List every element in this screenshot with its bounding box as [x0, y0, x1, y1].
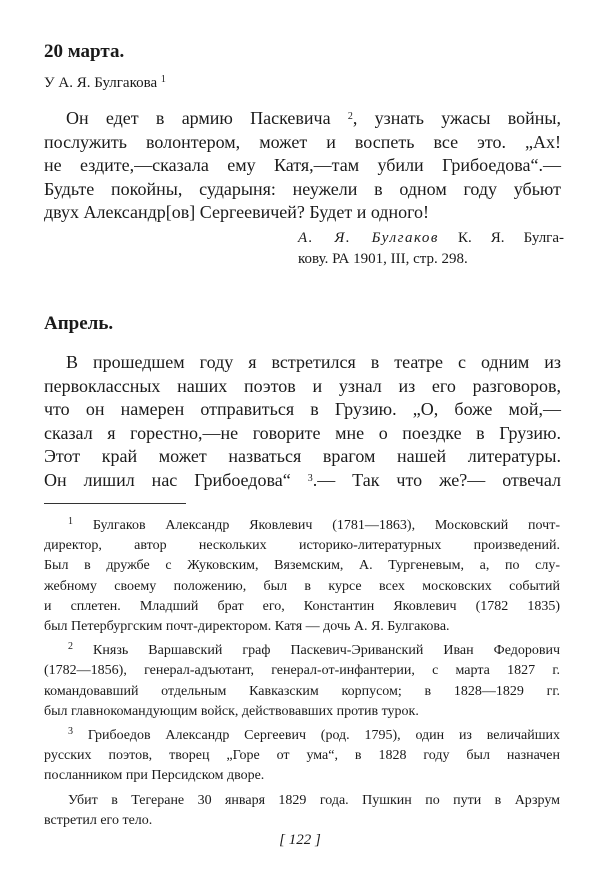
- paragraph-line: первоклассных наших поэтов и узнал из его разговоров,: [44, 375, 561, 396]
- section-heading-april: Апрель.: [44, 313, 114, 334]
- footnote-line: был Петербургским почт-директором. Катя — дочь А. Я. Булгакова.: [44, 619, 450, 635]
- footnote-line: Убит в Тегеране 30 января 1829 года. Пушкин по пути в Арзрум: [68, 792, 560, 808]
- footnote-line: был главнокомандующим войск, действовавших против турок.: [44, 703, 419, 719]
- paragraph-line: не ездите,—сказала ему Катя,—там убили Грибоедова“.—: [44, 155, 561, 175]
- footnote-line: $^1$ Булгаков Александр Яковлевич (1781—1863), Московский почт-: [68, 516, 561, 533]
- citation-line: А. Я. Булгаков К. Я. Булга-: [298, 230, 564, 246]
- footnote-ref-2: 2: [347, 111, 353, 122]
- citation-author: А. Я. Булгаков: [298, 230, 439, 246]
- footnote-ref-3: 3: [307, 472, 313, 484]
- paragraph-line: двух Александр[ов] Сергеевичей? Будет и одного!: [44, 202, 430, 222]
- footnote-line: жебному своему положению, был в курсе всех московских событий: [44, 578, 560, 594]
- footnotes: [44, 516, 560, 831]
- footnote-line: (1782—1856), генерал-адъютант, генерал-от-инфантерии, с марта 1827 г.: [44, 663, 560, 679]
- section-heading-march: 20 марта.: [44, 41, 125, 62]
- footnote-line: командовавший отдельным Кавказским корпусом; в 1828—1829 гг.: [44, 683, 560, 699]
- paragraph-march: [44, 107, 561, 225]
- paragraph-line: Этот край может назваться врагом нашей литературы.: [44, 446, 561, 466]
- footnote-marker: 1: [68, 516, 73, 527]
- footnote-line: посланником при Персидском дворе.: [44, 768, 265, 784]
- footnote-line: Был в дружбе с Жуковским, Вяземским, А. Тургеневым, а, по слу-: [44, 558, 560, 574]
- paragraph-line: Будьте покойны, сударыня: неужели в одном году убьют: [44, 178, 561, 199]
- source-line: [44, 73, 166, 93]
- footnote-ref-1: 1: [160, 74, 166, 85]
- footnote-line: $^2$ Князь Варшавский граф Паскевич-Эриванский Иван Федорович: [68, 641, 561, 659]
- footnote-line: и сплетен. Младший брат его, Константин Яковлевич (1782 1835): [44, 598, 560, 614]
- citation-line: кову. РА 1901, III, стр. 298.: [298, 251, 468, 267]
- page-number: [ 122 ]: [279, 832, 321, 848]
- paragraph-line: Он едет в армию Паскевича $^2$, узнать ужасы войны,: [66, 108, 561, 128]
- footnote-line: русских поэтов, творец „Горе от ума“, в 1828 году был назначен: [44, 748, 560, 764]
- footnote-marker: 3: [68, 726, 73, 738]
- citation: [298, 228, 564, 270]
- footnote-line: $^3$ Грибоедов Александр Сергеевич (род. 1795), один из величайших: [68, 726, 561, 744]
- footnote-line: директор, автор нескольких историко-литературных произведений.: [44, 538, 560, 554]
- paragraph-line: сказал я горестно,—не говорите мне о поездке в Грузию.: [44, 422, 561, 443]
- paragraph-april: [44, 351, 561, 492]
- paragraph-line: Он лишил нас Грибоедова“ $^3$.— Так что же?— отвечал: [44, 469, 561, 490]
- footnote-line: встретил его тело.: [44, 812, 153, 828]
- footnote-divider: [44, 503, 186, 504]
- paragraph-line: В прошедшем году я встретился в театре с одним из: [66, 352, 561, 372]
- paragraph-line: послужить волонтером, может и воспеть все это. „Ах!: [44, 131, 561, 152]
- source-prefix: У А. Я. Булгакова: [44, 75, 158, 91]
- paragraph-line: что он намерен отправиться в Грузию. „О, боже мой,—: [44, 399, 561, 419]
- footnote-marker: 2: [68, 641, 73, 653]
